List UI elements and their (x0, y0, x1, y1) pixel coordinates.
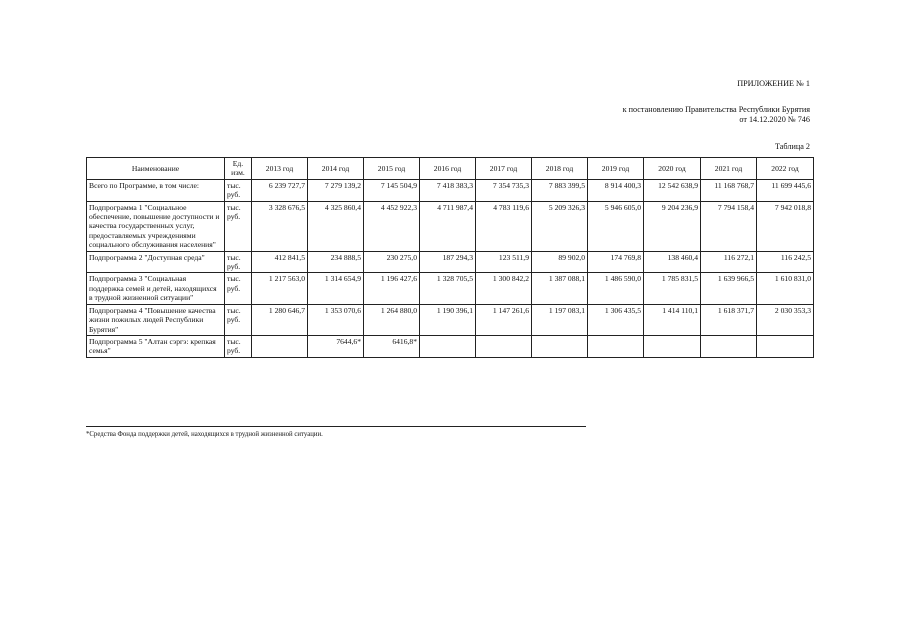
column-header: 2017 год (476, 158, 532, 180)
cell-value (701, 335, 757, 357)
cell-value: 138 460,4 (644, 251, 701, 273)
cell-value: 1 314 654,9 (308, 273, 364, 304)
cell-value: 11 168 768,7 (701, 179, 757, 201)
row-name: Подпрограмма 5 "Алтан сэргэ: крепкая семья" (87, 335, 225, 357)
cell-value: 1 353 070,6 (308, 304, 364, 335)
row-unit: тыс. руб. (225, 201, 252, 251)
cell-value: 3 328 676,5 (252, 201, 308, 251)
cell-value: 7 794 158,4 (701, 201, 757, 251)
cell-value (420, 335, 476, 357)
appendix-title: ПРИЛОЖЕНИЕ № 1 (737, 79, 810, 88)
cell-value: 4 783 119,6 (476, 201, 532, 251)
cell-value: 7 354 735,3 (476, 179, 532, 201)
cell-value: 4 711 987,4 (420, 201, 476, 251)
cell-value: 5 209 326,3 (532, 201, 588, 251)
row-name: Подпрограмма 4 "Повышение качества жизни пожилых людей Республики Бурятия" (87, 304, 225, 335)
cell-value: 7 279 139,2 (308, 179, 364, 201)
cell-value: 1 785 831,5 (644, 273, 701, 304)
column-header: 2013 год (252, 158, 308, 180)
column-header: 2021 год (701, 158, 757, 180)
row-name: Всего по Программе, в том числе: (87, 179, 225, 201)
footnote: *Средства Фонда поддержки детей, находящихся в трудной жизненной ситуации. (86, 431, 323, 438)
column-header: 2022 год (757, 158, 814, 180)
cell-value: 412 841,5 (252, 251, 308, 273)
table-label: Таблица 2 (774, 142, 810, 151)
column-header: Наименование (87, 158, 225, 180)
column-header: 2020 год (644, 158, 701, 180)
cell-value: 7644,6* (308, 335, 364, 357)
column-header: 2016 год (420, 158, 476, 180)
decree-reference: к постановлению Правительства Республики Бурятия (622, 105, 810, 114)
cell-value (252, 335, 308, 357)
cell-value: 1 610 831,0 (757, 273, 814, 304)
cell-value: 1 486 590,0 (588, 273, 644, 304)
cell-value: 1 306 435,5 (588, 304, 644, 335)
cell-value: 4 325 860,4 (308, 201, 364, 251)
cell-value: 6416,8* (364, 335, 420, 357)
column-header: 2015 год (364, 158, 420, 180)
row-unit: тыс. руб. (225, 335, 252, 357)
cell-value: 116 242,5 (757, 251, 814, 273)
table-row (87, 273, 814, 304)
row-unit: тыс. руб. (225, 251, 252, 273)
cell-value: 1 328 705,5 (420, 273, 476, 304)
row-unit: тыс. руб. (225, 304, 252, 335)
cell-value: 7 145 504,9 (364, 179, 420, 201)
cell-value (757, 335, 814, 357)
cell-value: 123 511,9 (476, 251, 532, 273)
cell-value: 1 280 646,7 (252, 304, 308, 335)
cell-value: 89 902,0 (532, 251, 588, 273)
table-row (87, 201, 814, 251)
cell-value: 1 618 371,7 (701, 304, 757, 335)
column-header: 2019 год (588, 158, 644, 180)
cell-value: 1 639 966,5 (701, 273, 757, 304)
cell-value: 1 197 083,1 (532, 304, 588, 335)
cell-value: 7 942 018,8 (757, 201, 814, 251)
cell-value: 4 452 922,3 (364, 201, 420, 251)
row-name: Подпрограмма 3 "Социальная поддержка семей и детей, находящихся в трудной жизненной ситуации" (87, 273, 225, 304)
cell-value: 116 272,1 (701, 251, 757, 273)
cell-value: 230 275,0 (364, 251, 420, 273)
cell-value: 11 699 445,6 (757, 179, 814, 201)
footnote-divider (86, 426, 586, 427)
cell-value: 7 883 399,5 (532, 179, 588, 201)
cell-value: 1 387 088,1 (532, 273, 588, 304)
table-row (87, 179, 814, 201)
row-unit: тыс. руб. (225, 273, 252, 304)
cell-value: 1 264 880,0 (364, 304, 420, 335)
cell-value: 1 300 842,2 (476, 273, 532, 304)
cell-value: 174 769,8 (588, 251, 644, 273)
table-row (87, 304, 814, 335)
cell-value (532, 335, 588, 357)
column-header: Ед. изм. (225, 158, 252, 180)
row-unit: тыс. руб. (225, 179, 252, 201)
cell-value: 6 239 727,7 (252, 179, 308, 201)
decree-date: от 14.12.2020 № 746 (739, 115, 810, 124)
cell-value: 5 946 605,0 (588, 201, 644, 251)
table-header-row (87, 158, 814, 180)
budget-table (86, 157, 814, 358)
cell-value: 234 888,5 (308, 251, 364, 273)
cell-value: 8 914 400,3 (588, 179, 644, 201)
cell-value: 1 414 110,1 (644, 304, 701, 335)
cell-value (476, 335, 532, 357)
column-header: 2018 год (532, 158, 588, 180)
cell-value: 2 030 353,3 (757, 304, 814, 335)
cell-value: 1 217 563,0 (252, 273, 308, 304)
cell-value: 187 294,3 (420, 251, 476, 273)
cell-value: 1 196 427,6 (364, 273, 420, 304)
table-row (87, 251, 814, 273)
cell-value: 9 204 236,9 (644, 201, 701, 251)
row-name: Подпрограмма 1 "Социальное обеспечение, повышение доступности и качества государственных услуг, предоставляемых учреждениями социального обслуживания населения" (87, 201, 225, 251)
cell-value (588, 335, 644, 357)
table-row (87, 335, 814, 357)
column-header: 2014 год (308, 158, 364, 180)
cell-value: 1 147 261,6 (476, 304, 532, 335)
cell-value (644, 335, 701, 357)
cell-value: 7 418 383,3 (420, 179, 476, 201)
row-name: Подпрограмма 2 "Доступная среда" (87, 251, 225, 273)
cell-value: 1 190 396,1 (420, 304, 476, 335)
cell-value: 12 542 638,9 (644, 179, 701, 201)
